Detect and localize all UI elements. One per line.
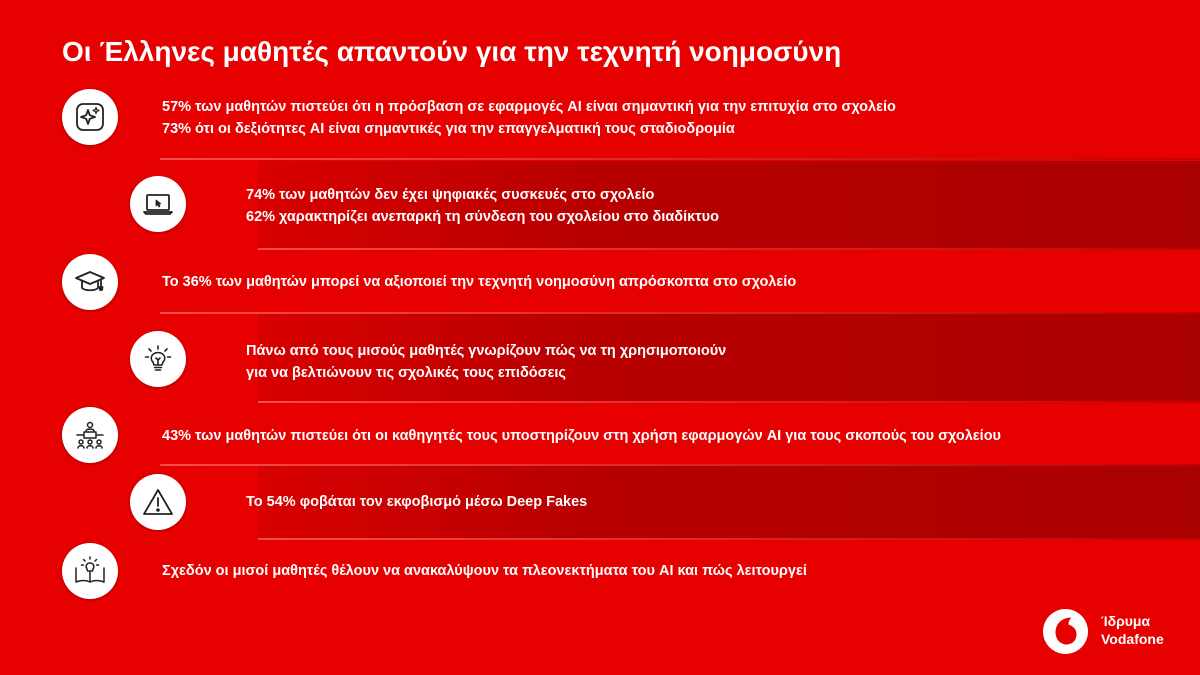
warning-icon [130, 474, 186, 530]
brand-line-1: Ίδρυμα [1101, 613, 1151, 629]
page-title: Οι Έλληνες μαθητές απαντούν για την τεχνητή νοημοσύνη [62, 36, 842, 67]
vodafone-logo-icon [1043, 609, 1088, 654]
stat-text-ai-usage: Το 36% των μαθητών μπορεί να αξιοποιεί την τεχνητή νοημοσύνη απρόσκοπτα στο σχολείο [162, 274, 797, 290]
lightbulb-idea-icon [130, 331, 186, 387]
brand-name [1101, 612, 1164, 648]
separator-line [258, 248, 1200, 250]
stat-text-ai-discovery: Σχεδόν οι μισοί μαθητές θέλουν να ανακαλύψουν τα πλεονεκτήματα του AI και πώς λειτουργεί [162, 563, 807, 579]
separator-line [258, 538, 1200, 540]
separator-line [258, 401, 1200, 403]
brand-line-2: Vodafone [1101, 631, 1164, 647]
separator-line [160, 464, 1200, 466]
graduation-cap-icon [62, 254, 118, 310]
stat-text-ai-knowledge: Πάνω από τους μισούς μαθητές γνωρίζουν πώς να τη χρησιμοποιούν για να βελτιώνουν τις σχολικές τους επιδόσεις [246, 343, 727, 381]
laptop-icon [130, 176, 186, 232]
teacher-students-icon [62, 407, 118, 463]
separator-line [160, 158, 1200, 160]
stat-text-ai-importance: 57% των μαθητών πιστεύει ότι η πρόσβαση σε εφαρμογές AI είναι σημαντική για την επιτυχία στο σχολείο 73% ότι οι δεξιότητες AI είναι σημαντικές για την επαγγελματική τους σταδιοδρομία [162, 99, 896, 137]
stat-text-devices: 74% των μαθητών δεν έχει ψηφιακές συσκευές στο σχολείο 62% χαρακτηρίζει ανεπαρκή τη σύνδεση του σχολείου στο διαδίκτυο [246, 187, 719, 225]
book-lightbulb-icon [62, 543, 118, 599]
separator-line [160, 312, 1200, 314]
ai-sparkles-icon [62, 89, 118, 145]
stat-text-deep-fakes: Το 54% φοβάται τον εκφοβισμό μέσω Deep Fakes [246, 494, 588, 510]
stat-text-teacher-support: 43% των μαθητών πιστεύει ότι οι καθηγητές τους υποστηρίζουν στη χρήση εφαρμογών AI για τους σκοπούς του σχολείου [162, 428, 1001, 444]
